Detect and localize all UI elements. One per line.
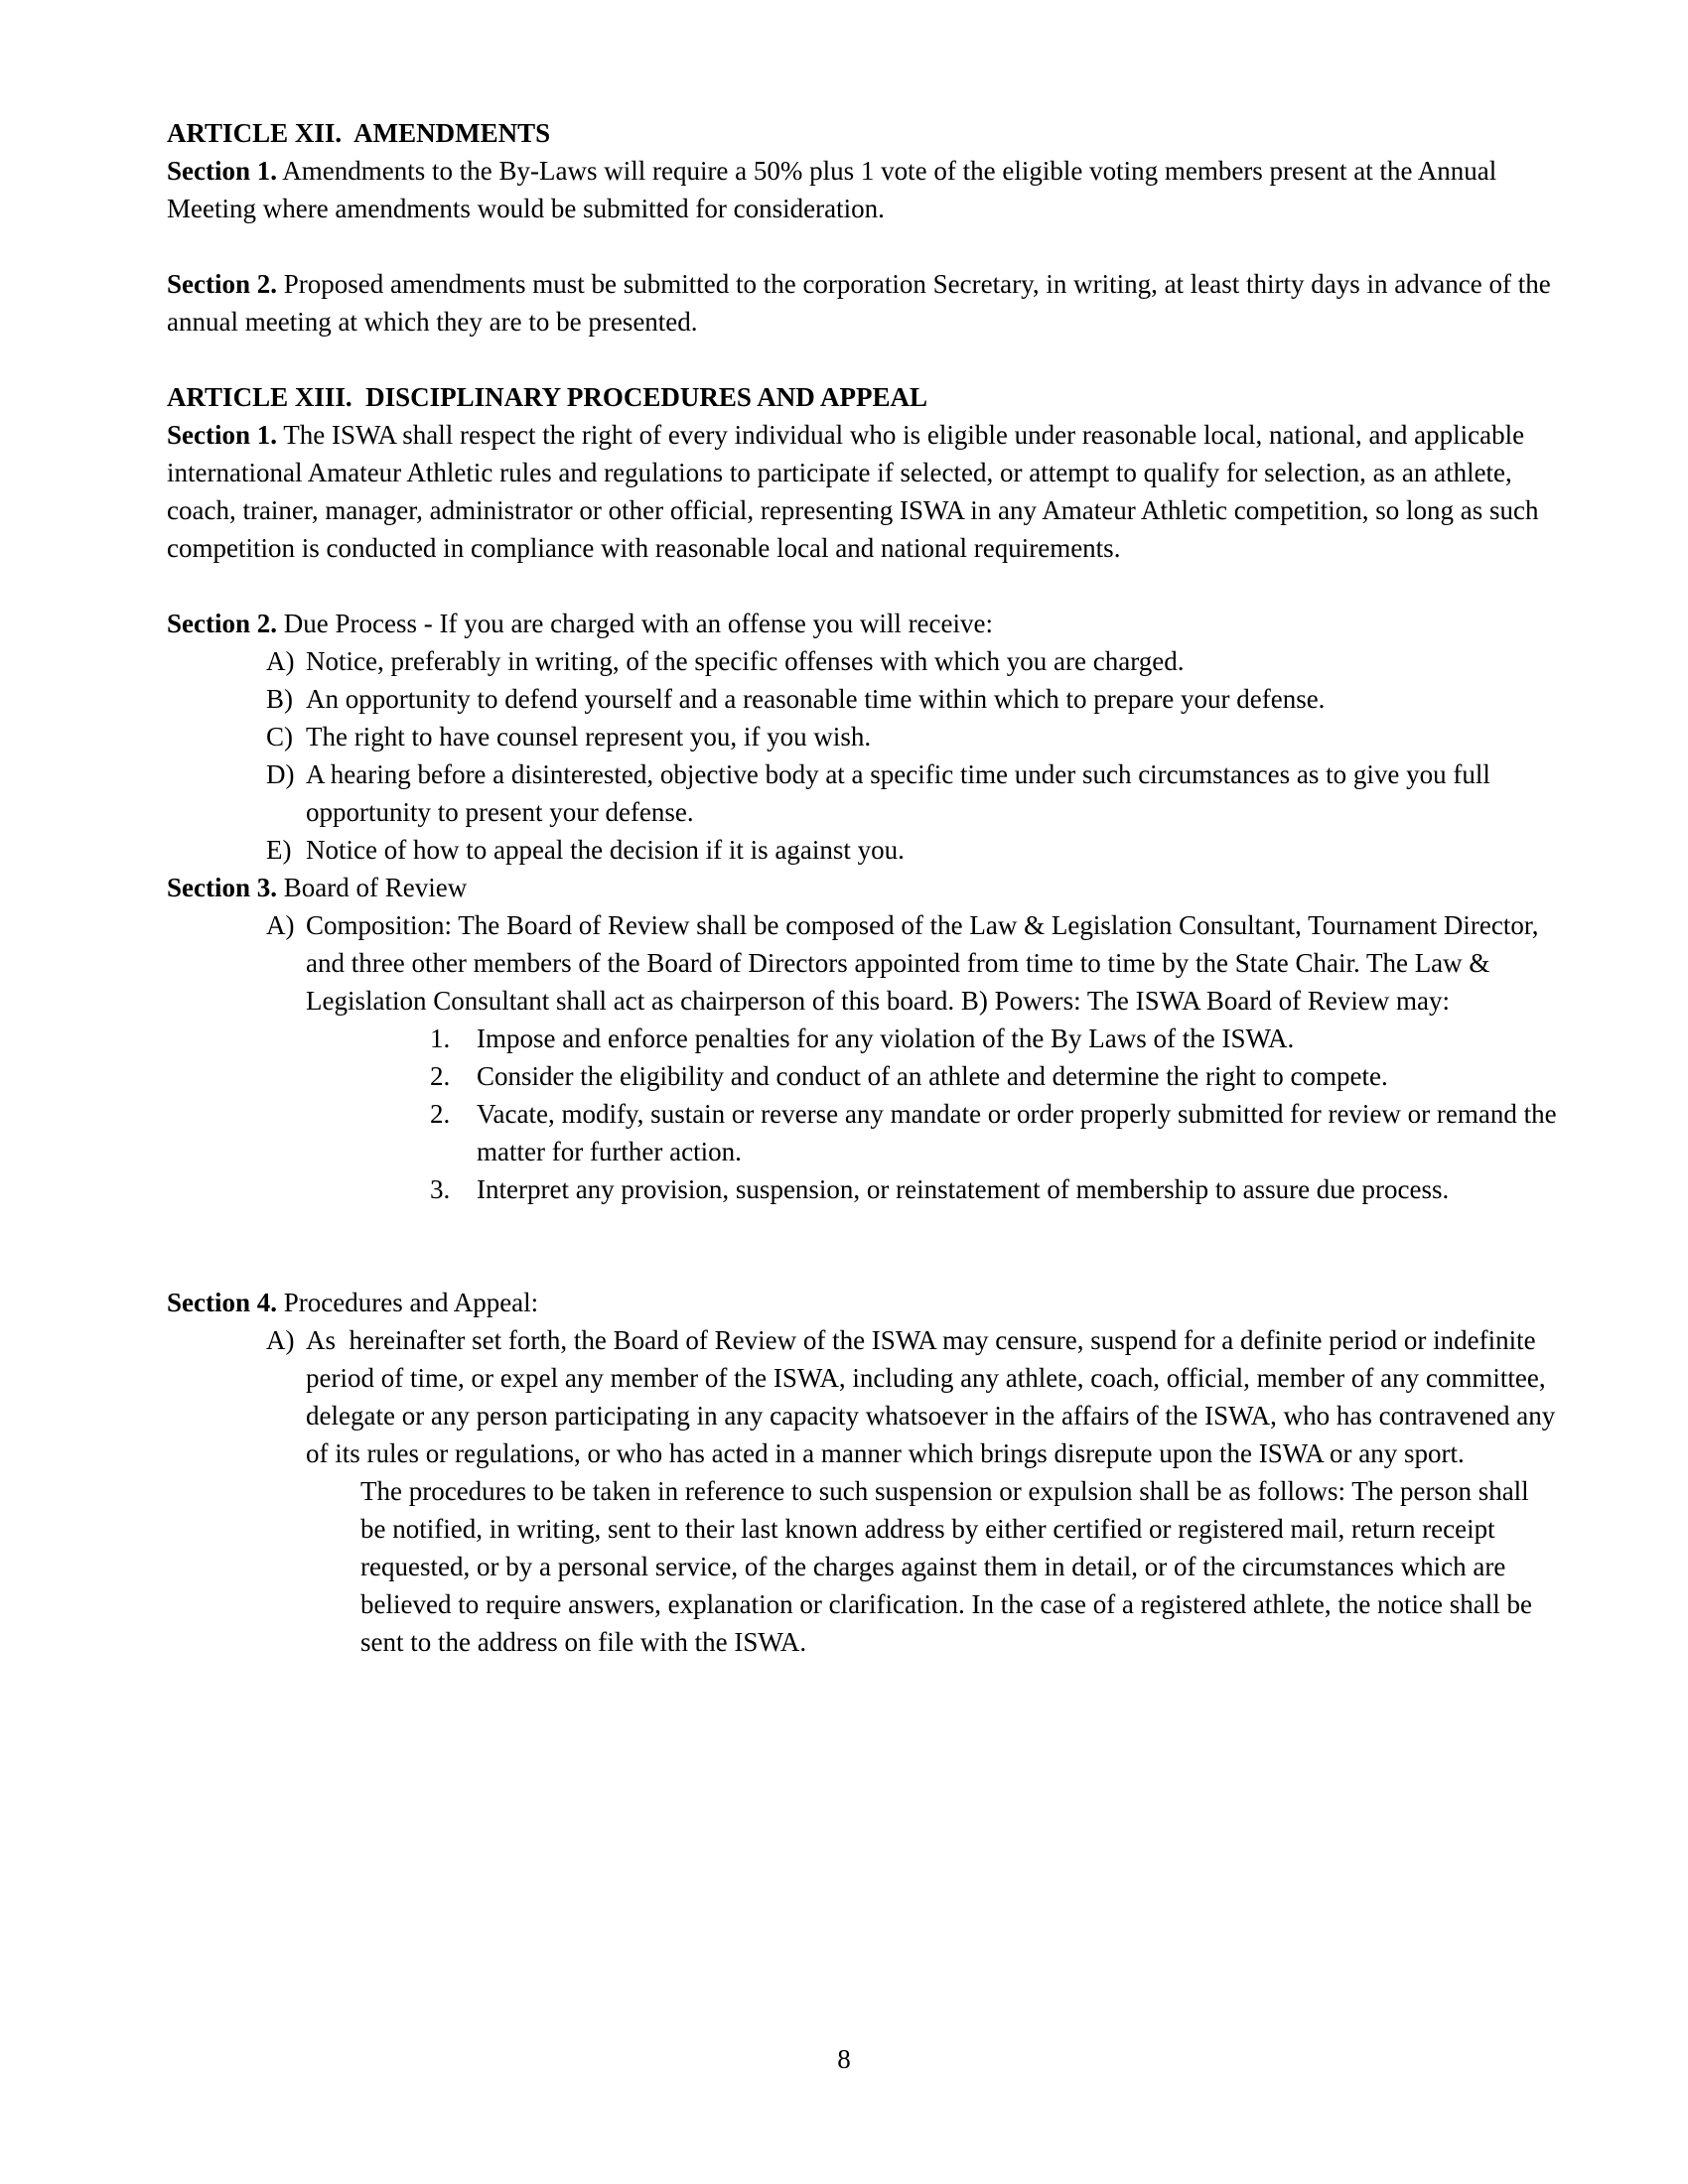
list-item-text: Consider the eligibility and conduct of an athlete and determine the right to compete.: [477, 1061, 1388, 1091]
section-4-text: Procedures and Appeal:: [283, 1288, 539, 1317]
powers-item-3: [167, 1170, 1557, 1208]
due-process-item-c: [167, 718, 1557, 755]
spacer: [167, 341, 1557, 378]
section-2-text: Proposed amendments must be submitted to the corporation Secretary, in writing, at least thirty days in advance of the annual meeting at which they are to be presented.: [167, 269, 1551, 337]
list-marker: 2.: [430, 1099, 451, 1129]
procedures-detail-paragraph: The procedures to be taken in reference to such suspension or expulsion shall be as follows: The person shall be notified, in writing, sent to their last known address by either certified or registered mail, return receipt requested, or by a personal service, of the charges against them in detail, or of the circumstances which are believed to require answers, explanation or clarification. In the case of a registered athlete, the notice shall be sent to the address on file with the ISWA.: [360, 1476, 1532, 1657]
section-4-label: Section 4.: [167, 1288, 277, 1317]
section-1-label: Section 1.: [167, 420, 277, 450]
article-12-heading: ARTICLE XII. AMENDMENTS: [167, 118, 551, 148]
list-item-text: The right to have counsel represent you, if you wish.: [306, 722, 872, 751]
list-item-text: Notice of how to appeal the decision if it is against you.: [306, 835, 905, 865]
list-marker: 3.: [430, 1174, 451, 1204]
due-process-item-d: [167, 755, 1557, 831]
spacer: [167, 227, 1557, 265]
list-item-text: A hearing before a disinterested, objective body at a specific time under such circumstances as to give you full opportunity to present your defense.: [306, 759, 1490, 827]
list-marker: C): [266, 722, 293, 751]
page-number: 8: [837, 2044, 851, 2074]
list-marker: 1.: [430, 1024, 451, 1053]
article-13-section-4-paragraph: [167, 1284, 1557, 1321]
due-process-item-e: [167, 831, 1557, 869]
list-marker: A): [266, 646, 295, 676]
list-marker: A): [266, 1325, 295, 1355]
list-item-text: As hereinafter set forth, the Board of Review of the ISWA may censure, suspend for a definite period or indefinite period of time, or expel any member of the ISWA, including any athlete, coach, official, member of any committee, delegate or any person participating in any capacity whatsoever in the affairs of the ISWA, who has contravened any of its rules or regulations, or who has acted in a manner which brings disrepute upon the ISWA or any sport.: [306, 1325, 1556, 1468]
due-process-item-b: [167, 680, 1557, 718]
document-content: [167, 114, 1557, 1661]
procedures-item-a: [167, 1321, 1557, 1472]
section-2-label: Section 2.: [167, 269, 277, 299]
list-item-text: Interpret any provision, suspension, or reinstatement of membership to assure due process.: [477, 1174, 1450, 1204]
section-2-text: Due Process - If you are charged with an offense you will receive:: [283, 609, 993, 638]
section-2-label: Section 2.: [167, 609, 277, 638]
list-item-text: Vacate, modify, sustain or reverse any mandate or order properly submitted for review or remand the matter for further action.: [477, 1099, 1557, 1166]
section-1-text: Amendments to the By-Laws will require a 50% plus 1 vote of the eligible voting members present at the Annual Meeting where amendments would be submitted for consideration.: [167, 156, 1497, 223]
powers-item-2b: [167, 1095, 1557, 1170]
spacer: [167, 567, 1557, 605]
list-marker: 2.: [430, 1061, 451, 1091]
section-1-text: The ISWA shall respect the right of every individual who is eligible under reasonable local, national, and applicable international Amateur Athletic rules and regulations to participate if selected, or attempt to qualify for selection, as an athlete, coach, trainer, manager, administrator or other official, representing ISWA in any Amateur Athletic competition, so long as such competition is conducted in compliance with reasonable local and national requirements.: [167, 420, 1539, 563]
list-item-text: Impose and enforce penalties for any violation of the By Laws of the ISWA.: [477, 1024, 1295, 1053]
list-item-text: An opportunity to defend yourself and a reasonable time within which to prepare your defense.: [306, 684, 1326, 714]
section-1-label: Section 1.: [167, 156, 277, 186]
list-marker: A): [266, 910, 295, 940]
due-process-item-a: [167, 642, 1557, 680]
list-marker: B): [266, 684, 293, 714]
article-12-section-2-paragraph: [167, 265, 1557, 341]
article-13-section-1-paragraph: [167, 416, 1557, 567]
article-13-section-3-paragraph: [167, 869, 1557, 906]
board-of-review-item-a: [167, 906, 1557, 1020]
article-13-section-2-paragraph: [167, 605, 1557, 642]
list-item-text: Notice, preferably in writing, of the specific offenses with which you are charged.: [306, 646, 1185, 676]
spacer: [167, 1208, 1557, 1284]
article-12-section-1-paragraph: [167, 152, 1557, 227]
section-3-text: Board of Review: [283, 873, 468, 902]
list-marker: E): [266, 835, 292, 865]
powers-item-1: [167, 1020, 1557, 1057]
powers-item-2: [167, 1057, 1557, 1095]
article-13-heading: ARTICLE XIII. DISCIPLINARY PROCEDURES AND APPEAL: [167, 382, 927, 412]
list-item-text: Composition: The Board of Review shall be composed of the Law & Legislation Consultant, Tournament Director, and three other members of the Board of Directors appointed from time to time by the State Chair. The Law & Legislation Consultant shall act as chairperson of this board. B) Powers: The ISWA Board of Review may:: [306, 910, 1539, 1016]
section-3-label: Section 3.: [167, 873, 277, 902]
list-marker: D): [266, 759, 295, 789]
